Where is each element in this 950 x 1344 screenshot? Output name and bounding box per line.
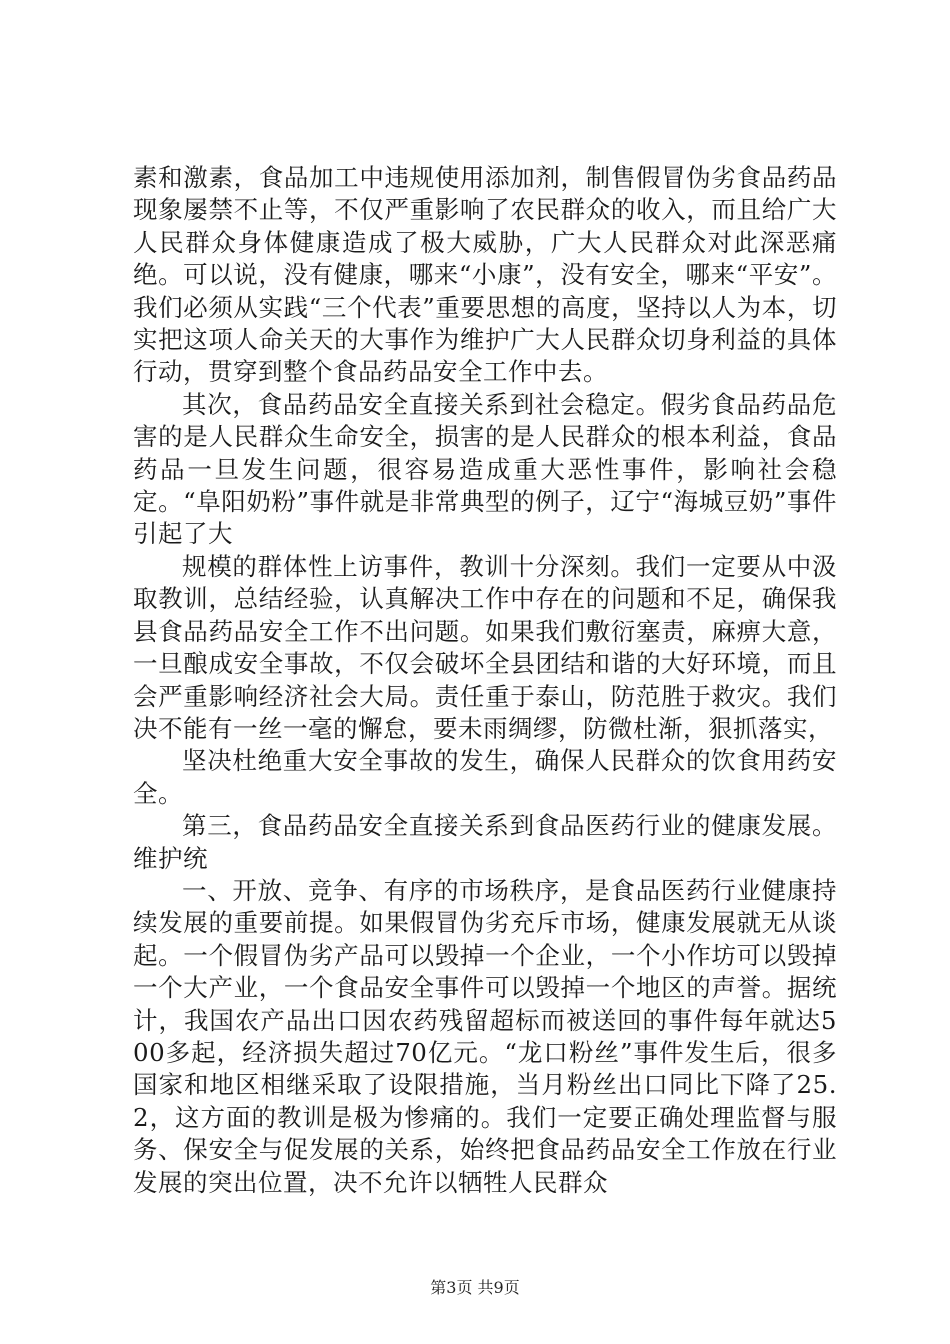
document-body	[133, 162, 837, 1199]
paragraph-industry-development: 第三，食品药品安全直接关系到食品医药行业的健康发展。维护统	[133, 811, 837, 873]
page-number-label: 第3页 共9页	[430, 1278, 520, 1297]
paragraph-lessons: 规模的群体性上访事件，教训十分深刻。我们一定要从中汲取教训，总结经验，认真解决工作中存在的问题和不足，确保我县食品药品安全工作不出问题。如果我们敷衍塞责，麻痹大意，一旦酿成安全事故，不仅会破坏全县团结和谐的大好环境，而且会严重影响经济社会大局。责任重于泰山，防范胜于救灾。我们决不能有一丝一毫的懈怠，要未雨绸缪，防微杜渐，狠抓落实，	[133, 551, 837, 743]
page-footer	[0, 1278, 950, 1298]
paragraph-continuation: 素和激素，食品加工中违规使用添加剂，制售假冒伪劣食品药品现象屡禁不止等，不仅严重影响了农民群众的收入，而且给广大人民群众身体健康造成了极大威胁，广大人民群众对此深恶痛绝。可以说，没有健康，哪来“小康”，没有安全，哪来“平安”。我们必须从实践“三个代表”重要思想的高度，坚持以人为本，切实把这项人命关天的大事作为维护广大人民群众切身利益的具体行动，贯穿到整个食品药品安全工作中去。	[133, 163, 837, 387]
paragraph-social-stability: 其次，食品药品安全直接关系到社会稳定。假劣食品药品危害的是人民群众生命安全，损害的是人民群众的根本利益，食品药品一旦发生问题，很容易造成重大恶性事件，影响社会稳定。“阜阳奶粉”事件就是非常典型的例子，辽宁“海城豆奶”事件引起了大	[133, 389, 837, 549]
paragraph-market-order: 一、开放、竞争、有序的市场秩序，是食品医药行业健康持续发展的重要前提。如果假冒伪劣充斥市场，健康发展就无从谈起。一个假冒伪劣产品可以毁掉一个企业，一个小作坊可以毁掉一个大产业，一个食品安全事件可以毁掉一个地区的声誉。据统计，我国农产品出口因农药残留超标而被送回的事件每年就达500多起，经济损失超过70亿元。“龙口粉丝”事件发生后，很多国家和地区相继采取了设限措施，当月粉丝出口同比下降了25.2，这方面的教训是极为惨痛的。我们一定要正确处理监督与服务、保安全与促发展的关系，始终把食品药品安全工作放在行业发展的突出位置，决不允许以牺牲人民群众	[133, 875, 837, 1197]
paragraph-eliminate-accidents: 坚决杜绝重大安全事故的发生，确保人民群众的饮食用药安全。	[133, 746, 837, 808]
